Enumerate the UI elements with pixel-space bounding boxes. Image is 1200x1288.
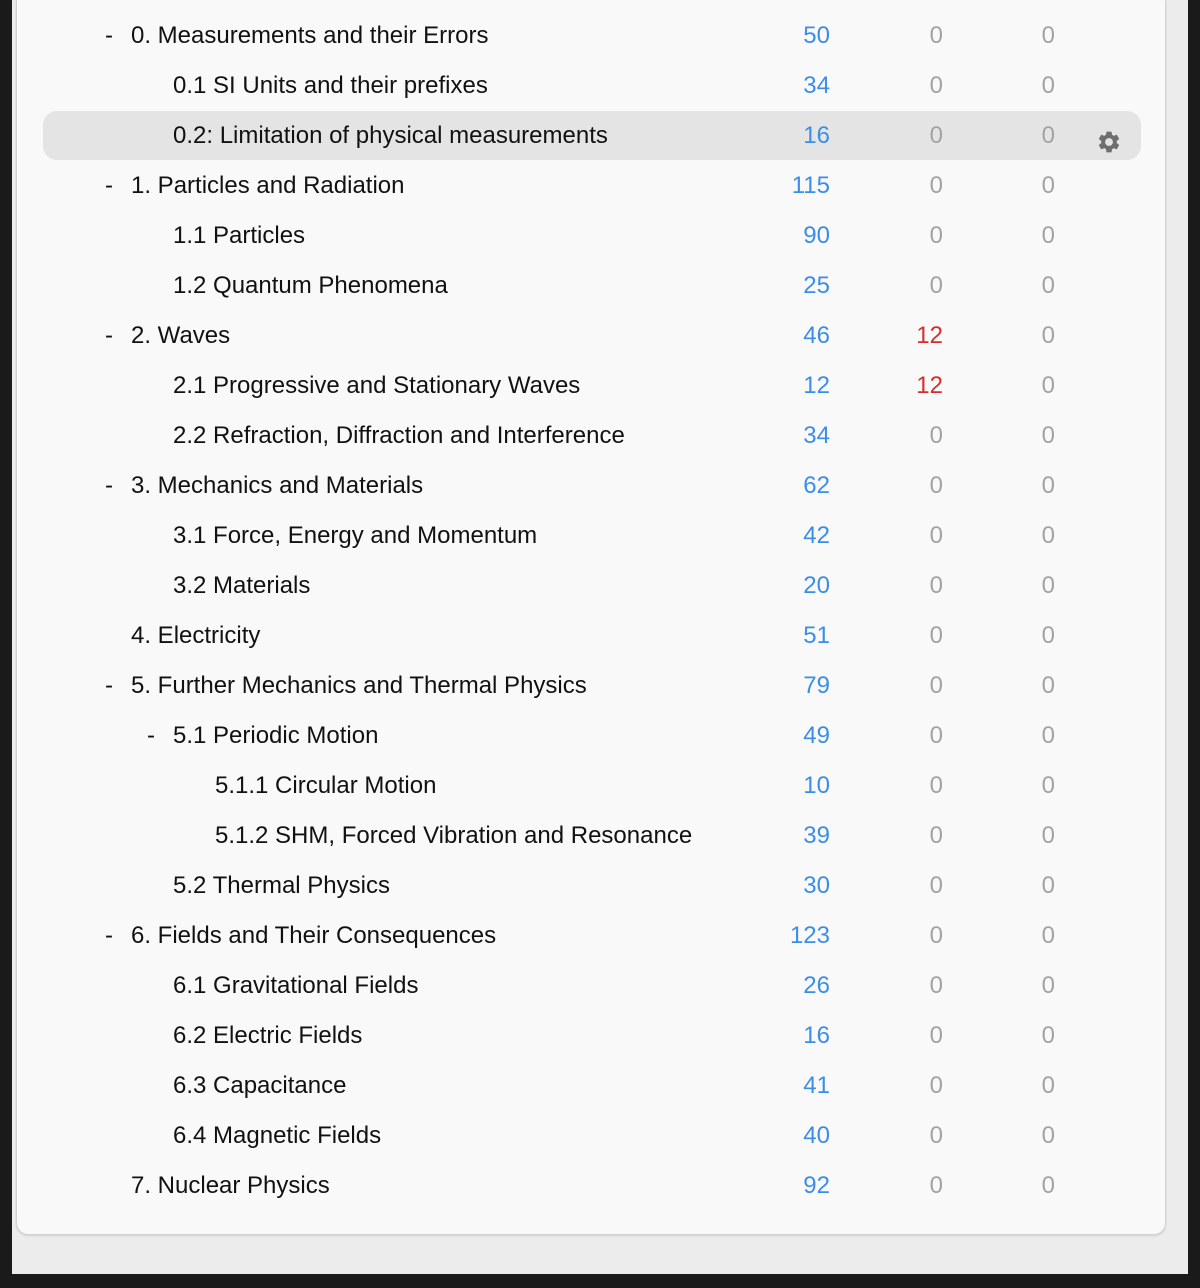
review-count: 0: [1041, 572, 1055, 599]
deck-list: [17, 11, 1165, 1211]
new-count: 40: [803, 1122, 830, 1149]
deck-name-link[interactable]: 5.2 Thermal Physics: [173, 872, 390, 899]
new-count: 30: [803, 872, 830, 899]
deck-row[interactable]: [17, 411, 1165, 461]
deck-row[interactable]: [17, 1161, 1165, 1211]
new-count: 16: [803, 122, 830, 149]
review-count: 0: [1041, 772, 1055, 799]
deck-row[interactable]: [17, 611, 1165, 661]
review-count: 0: [1041, 1072, 1055, 1099]
new-count: 50: [803, 22, 830, 49]
review-count: 0: [1041, 372, 1055, 399]
review-count: 0: [1041, 1172, 1055, 1199]
learn-count: 0: [929, 672, 943, 699]
deck-row[interactable]: [17, 961, 1165, 1011]
learn-count: 0: [929, 272, 943, 299]
deck-row[interactable]: [17, 761, 1165, 811]
deck-row[interactable]: [17, 461, 1165, 511]
new-count: 25: [803, 272, 830, 299]
deck-row[interactable]: [17, 261, 1165, 311]
learn-count: 0: [929, 822, 943, 849]
deck-row[interactable]: [17, 511, 1165, 561]
learn-count: 0: [929, 72, 943, 99]
collapse-toggle[interactable]: -: [105, 22, 113, 49]
review-count: 0: [1041, 822, 1055, 849]
deck-name-link[interactable]: 2. Waves: [131, 322, 231, 349]
deck-row[interactable]: [17, 311, 1165, 361]
new-count: 20: [803, 572, 830, 599]
new-count: 46: [803, 322, 830, 349]
review-count: 0: [1041, 72, 1055, 99]
learn-count: 0: [929, 922, 943, 949]
review-count: 0: [1041, 922, 1055, 949]
deck-row[interactable]: [17, 1011, 1165, 1061]
gear-icon[interactable]: [1096, 123, 1122, 149]
learn-count: 0: [929, 22, 943, 49]
learn-count: 0: [929, 872, 943, 899]
review-count: 0: [1041, 872, 1055, 899]
deck-row[interactable]: [17, 161, 1165, 211]
deck-name-link[interactable]: 3. Mechanics and Materials: [131, 472, 424, 499]
learn-count: 0: [929, 772, 943, 799]
learn-count: 0: [929, 1122, 943, 1149]
deck-name-link[interactable]: 0.2: Limitation of physical measurements: [173, 122, 608, 149]
learn-count: 0: [929, 1172, 943, 1199]
review-count: 0: [1041, 422, 1055, 449]
review-count: 0: [1041, 272, 1055, 299]
review-count: 0: [1041, 172, 1055, 199]
new-count: 12: [803, 372, 830, 399]
learn-count: 0: [929, 972, 943, 999]
deck-name-link[interactable]: 6.3 Capacitance: [173, 1072, 347, 1099]
new-count: 41: [803, 1072, 830, 1099]
review-count: 0: [1041, 522, 1055, 549]
new-count: 115: [791, 172, 830, 199]
deck-name-link[interactable]: 5.1.1 Circular Motion: [215, 772, 437, 799]
review-count: 0: [1041, 1122, 1055, 1149]
learn-count: 0: [929, 722, 943, 749]
deck-name-link[interactable]: 3.2 Materials: [173, 572, 311, 599]
new-count: 51: [803, 622, 830, 649]
deck-name-link[interactable]: 1.2 Quantum Phenomena: [173, 272, 448, 299]
deck-row[interactable]: [17, 1111, 1165, 1161]
deck-row[interactable]: [17, 811, 1165, 861]
learn-count: 0: [929, 122, 943, 149]
deck-name-link[interactable]: 6.2 Electric Fields: [173, 1022, 363, 1049]
review-count: 0: [1041, 672, 1055, 699]
new-count: 62: [803, 472, 830, 499]
deck-name-link[interactable]: 7. Nuclear Physics: [131, 1172, 330, 1199]
new-count: 49: [803, 722, 830, 749]
learn-count: 0: [929, 1022, 943, 1049]
learn-count: 12: [916, 372, 943, 399]
deck-name-link[interactable]: 6.1 Gravitational Fields: [173, 972, 419, 999]
review-count: 0: [1041, 322, 1055, 349]
deck-name-link[interactable]: 3.1 Force, Energy and Momentum: [173, 522, 538, 549]
learn-count: 0: [929, 422, 943, 449]
deck-name-link[interactable]: 1. Particles and Radiation: [131, 172, 405, 199]
new-count: 34: [803, 422, 830, 449]
deck-row[interactable]: [17, 61, 1165, 111]
review-count: 0: [1041, 472, 1055, 499]
deck-name-link[interactable]: 5.1.2 SHM, Forced Vibration and Resonance: [215, 822, 693, 849]
learn-count: 0: [929, 222, 943, 249]
review-count: 0: [1041, 722, 1055, 749]
deck-row[interactable]: [17, 361, 1165, 411]
collapse-toggle[interactable]: -: [147, 722, 155, 749]
learn-count: 0: [929, 472, 943, 499]
collapse-toggle[interactable]: -: [105, 172, 113, 199]
collapse-toggle[interactable]: -: [105, 672, 113, 699]
deck-name-link[interactable]: 0.1 SI Units and their prefixes: [173, 72, 488, 99]
review-count: 0: [1041, 972, 1055, 999]
deck-row[interactable]: [17, 11, 1165, 61]
review-count: 0: [1041, 22, 1055, 49]
deck-row[interactable]: [17, 111, 1165, 161]
collapse-toggle[interactable]: -: [105, 322, 113, 349]
deck-row[interactable]: [17, 661, 1165, 711]
learn-count: 0: [929, 172, 943, 199]
learn-count: 0: [929, 572, 943, 599]
review-count: 0: [1041, 222, 1055, 249]
new-count: 42: [803, 522, 830, 549]
learn-count: 0: [929, 622, 943, 649]
deck-name-link[interactable]: 0. Measurements and their Errors: [131, 22, 489, 49]
deck-name-link[interactable]: 5. Further Mechanics and Thermal Physics: [131, 672, 587, 699]
new-count: 10: [803, 772, 830, 799]
deck-name-link[interactable]: 6. Fields and Their Consequences: [131, 922, 497, 949]
deck-row[interactable]: [17, 861, 1165, 911]
new-count: 34: [803, 72, 830, 99]
deck-name-link[interactable]: 5.1 Periodic Motion: [173, 722, 379, 749]
new-count: 92: [803, 1172, 830, 1199]
deck-row[interactable]: [17, 1061, 1165, 1111]
collapse-toggle[interactable]: -: [105, 922, 113, 949]
new-count: 16: [803, 1022, 830, 1049]
review-count: 0: [1041, 1022, 1055, 1049]
new-count: 123: [789, 922, 830, 949]
review-count: 0: [1041, 622, 1055, 649]
new-count: 26: [803, 972, 830, 999]
learn-count: 0: [929, 1072, 943, 1099]
learn-count: 12: [916, 322, 943, 349]
deck-row[interactable]: [17, 561, 1165, 611]
deck-row[interactable]: [17, 211, 1165, 261]
new-count: 90: [803, 222, 830, 249]
collapse-toggle[interactable]: -: [105, 472, 113, 499]
learn-count: 0: [929, 522, 943, 549]
deck-name-link[interactable]: 1.1 Particles: [173, 222, 306, 249]
deck-name-link[interactable]: 6.4 Magnetic Fields: [173, 1122, 382, 1149]
new-count: 39: [803, 822, 830, 849]
deck-list-panel: [16, 0, 1166, 1235]
deck-row[interactable]: [17, 711, 1165, 761]
review-count: 0: [1041, 122, 1055, 149]
deck-row[interactable]: [17, 911, 1165, 961]
app-window: [12, 0, 1188, 1274]
deck-name-link[interactable]: 2.2 Refraction, Diffraction and Interference: [173, 422, 625, 449]
deck-name-link[interactable]: 2.1 Progressive and Stationary Waves: [173, 372, 581, 399]
deck-name-link[interactable]: 4. Electricity: [131, 622, 261, 649]
new-count: 79: [803, 672, 830, 699]
